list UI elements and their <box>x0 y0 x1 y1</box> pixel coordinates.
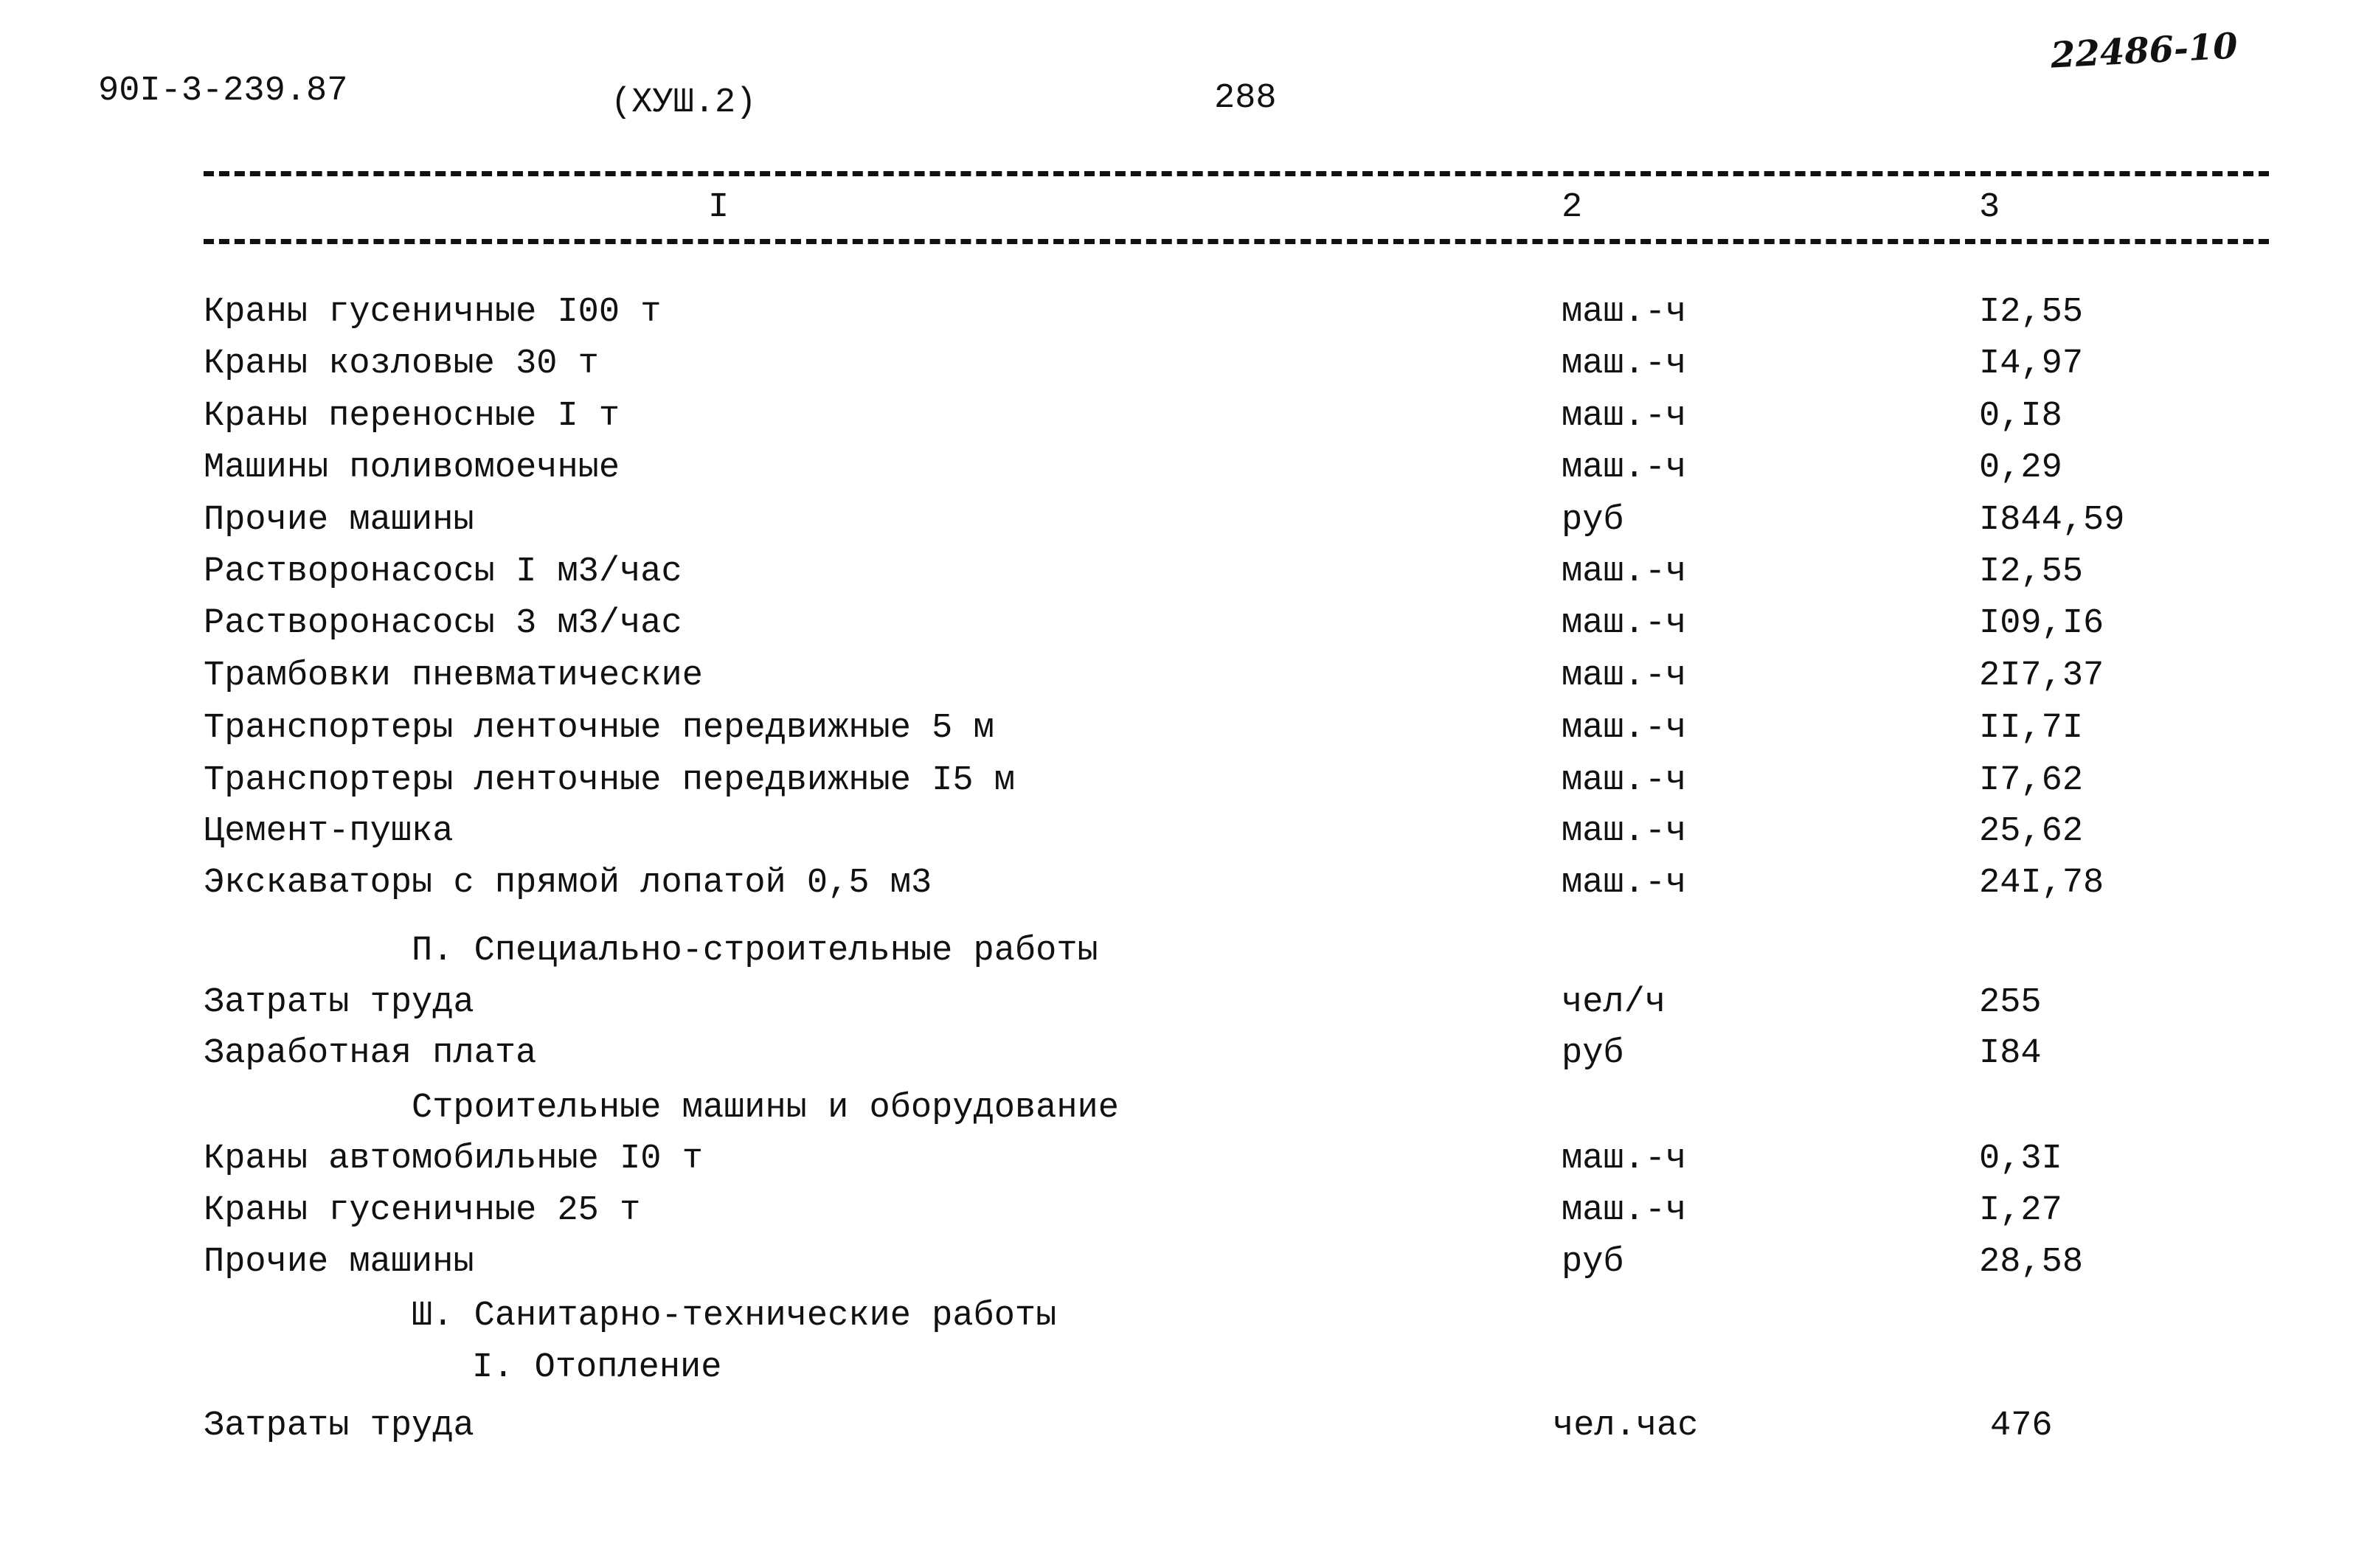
row-name: Краны козловые 30 т <box>204 344 599 384</box>
row-value: 0,I8 <box>1979 397 2062 436</box>
row-unit: маш.-ч <box>1562 344 1687 384</box>
row-value: 28,58 <box>1979 1243 2084 1282</box>
section-heading: Ш. Санитарно-технические работы <box>412 1297 1057 1336</box>
row-name: Прочие машины <box>204 1243 474 1282</box>
row-name: Краны гусеничные 25 т <box>204 1191 641 1230</box>
row-name: Краны переносные I т <box>204 397 620 436</box>
row-unit: маш.-ч <box>1562 709 1687 748</box>
column-header-3: 3 <box>1979 188 2000 227</box>
section-code: (ХУШ.2) <box>611 83 757 122</box>
row-value: I2,55 <box>1979 552 2084 592</box>
row-unit: маш.-ч <box>1562 448 1687 488</box>
row-value: I84 <box>1979 1034 2042 1073</box>
row-unit: маш.-ч <box>1562 656 1687 695</box>
row-name: Заработная плата <box>204 1034 537 1073</box>
row-value: 255 <box>1979 983 2042 1022</box>
page-number: 288 <box>1214 79 1277 118</box>
row-value: 476 <box>1990 1406 2053 1446</box>
row-unit: маш.-ч <box>1562 812 1687 851</box>
table-top-divider <box>204 171 2269 176</box>
row-name: Цемент-пушка <box>204 812 454 851</box>
row-name: Экскаваторы с прямой лопатой 0,5 м3 <box>204 864 932 903</box>
row-value: I844,59 <box>1979 501 2125 540</box>
row-name: Прочие машины <box>204 501 474 540</box>
row-unit: чел.час <box>1553 1406 1699 1446</box>
table-header-divider <box>204 239 2269 244</box>
row-name: Краны гусеничные I00 т <box>204 293 662 332</box>
row-name: Краны автомобильные I0 т <box>204 1139 703 1179</box>
row-unit: руб <box>1562 1243 1624 1282</box>
row-value: I2,55 <box>1979 293 2084 332</box>
row-value: I,27 <box>1979 1191 2062 1230</box>
row-name: Транспортеры ленточные передвижные 5 м <box>204 709 994 748</box>
row-unit: маш.-ч <box>1562 761 1687 800</box>
row-unit: маш.-ч <box>1562 552 1687 592</box>
subsection-heading: I. Отопление <box>472 1348 722 1387</box>
row-value: I09,I6 <box>1979 604 2104 643</box>
section-heading: Строительные машины и оборудование <box>412 1089 1119 1128</box>
row-value: II,7I <box>1979 709 2084 748</box>
row-unit: маш.-ч <box>1562 397 1687 436</box>
row-value: I7,62 <box>1979 761 2084 800</box>
section-heading: П. Специально-строительные работы <box>412 932 1098 971</box>
row-unit: маш.-ч <box>1562 864 1687 903</box>
row-name: Растворонасосы I м3/час <box>204 552 682 592</box>
column-header-1: I <box>708 188 730 227</box>
row-name: Транспортеры ленточные передвижные I5 м <box>204 761 1015 800</box>
row-name: Машины поливомоечные <box>204 448 620 488</box>
row-name: Растворонасосы 3 м3/час <box>204 604 682 643</box>
row-unit: руб <box>1562 1034 1624 1073</box>
column-header-2: 2 <box>1562 188 1583 227</box>
row-value: 2I7,37 <box>1979 656 2104 695</box>
row-name: Затраты труда <box>204 1406 474 1446</box>
row-unit: руб <box>1562 501 1624 540</box>
row-value: 0,29 <box>1979 448 2062 488</box>
row-value: 24I,78 <box>1979 864 2104 903</box>
row-name: Затраты труда <box>204 983 474 1022</box>
row-name: Трамбовки пневматические <box>204 656 703 695</box>
row-unit: маш.-ч <box>1562 604 1687 643</box>
handwritten-number: 22486-10 <box>2049 25 2239 77</box>
row-unit: маш.-ч <box>1562 1191 1687 1230</box>
row-value: I4,97 <box>1979 344 2084 384</box>
document-code: 90I-3-239.87 <box>98 72 348 111</box>
row-value: 0,3I <box>1979 1139 2062 1179</box>
row-unit: маш.-ч <box>1562 1139 1687 1179</box>
row-value: 25,62 <box>1979 812 2084 851</box>
row-unit: чел/ч <box>1562 983 1666 1022</box>
row-unit: маш.-ч <box>1562 293 1687 332</box>
